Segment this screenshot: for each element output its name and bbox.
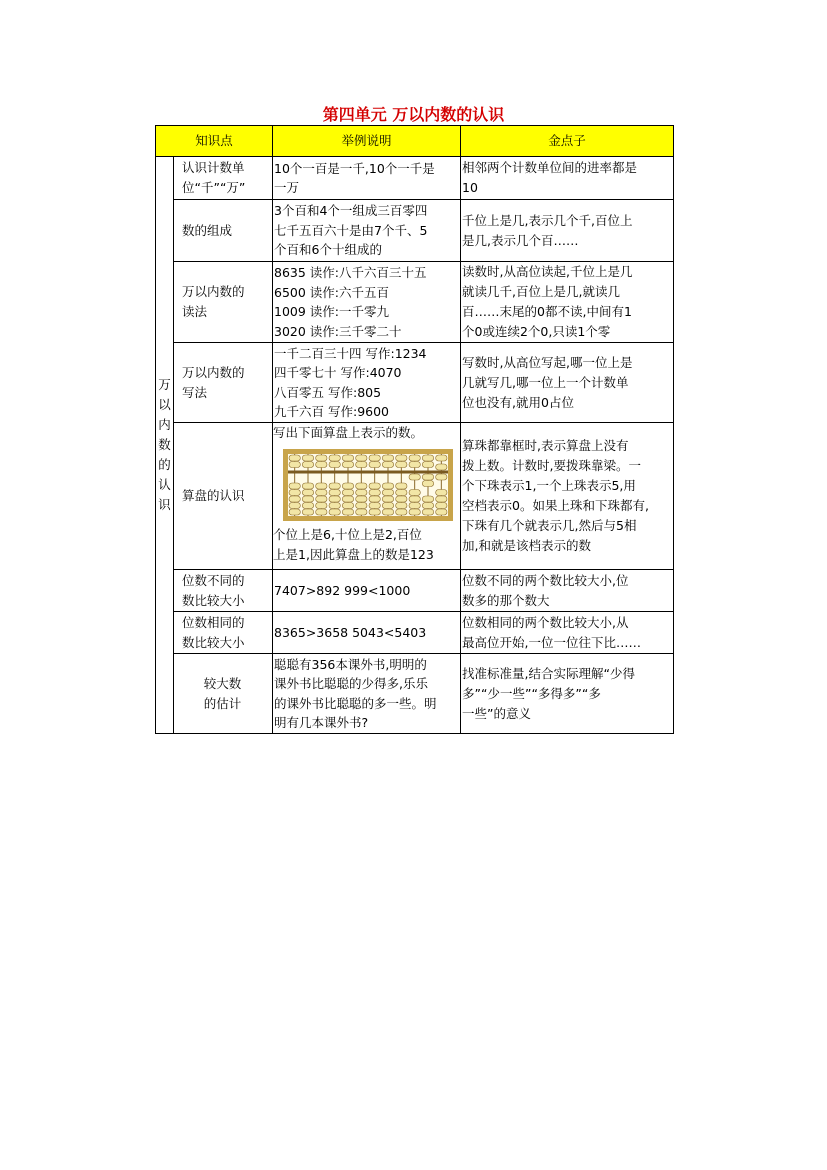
kp-line: 较大数 (203, 675, 242, 691)
abacus-bead (382, 509, 393, 515)
abacus-bead (396, 483, 407, 489)
abacus-bead (422, 503, 433, 509)
example-line: 聪聪有356本课外书,明明的 (274, 656, 427, 672)
abacus-bead (342, 490, 353, 496)
section-char: 内 (158, 417, 171, 432)
example-cell (273, 654, 461, 734)
abacus-bead (289, 503, 300, 509)
example-line: 九千六百 写作:9600 (274, 404, 390, 419)
section-char: 的 (158, 457, 171, 472)
kp-line: 的估计 (203, 695, 242, 711)
tip-line: 百……末尾的0都不读,中间有1 (462, 304, 632, 319)
table-row (156, 157, 674, 200)
abacus-bead (396, 496, 407, 502)
abacus-bead (289, 490, 300, 496)
abacus-bead (422, 509, 433, 515)
example-line: 八百零五 写作:805 (274, 384, 382, 400)
abacus-beam (288, 471, 448, 474)
example-line: 1009 读作:一千零九 (274, 304, 390, 319)
abacus-bead (382, 462, 393, 468)
section-char: 识 (158, 497, 171, 512)
tip-line: 下珠有几个就表示几,然后与5相 (462, 518, 637, 533)
example-line: 一千二百三十四 写作:1234 (274, 345, 427, 361)
abacus-bead (342, 503, 353, 509)
table-row (156, 612, 674, 654)
tip-line: 多”“少一些”“多得多”“多 (462, 685, 601, 701)
kp-line: 算盘的认识 (182, 488, 245, 503)
abacus-bead (369, 490, 380, 496)
tip-cell (461, 200, 674, 262)
page-title: 第四单元 万以内数的认识 (322, 105, 505, 124)
kp-line: 位数相同的 (182, 614, 245, 630)
abacus-image (283, 449, 453, 521)
abacus-bead (409, 455, 420, 461)
example-line: 个百和6个十组成的 (274, 242, 382, 258)
tip-line: 位数不同的两个数比较大小,位 (462, 572, 629, 588)
example-cell (273, 262, 461, 343)
tip-line: 空档表示0。如果上珠和下珠都有, (462, 498, 649, 513)
example-line: 3020 读作:三千零二十 (274, 323, 402, 339)
abacus-bead (436, 496, 447, 502)
abacus-bead (342, 455, 353, 461)
section-label (156, 157, 174, 734)
section-char: 以 (158, 397, 171, 412)
abacus-bead (316, 483, 327, 489)
kp-line: 数比较大小 (182, 592, 245, 608)
abacus-bead (316, 455, 327, 461)
abacus-bead (436, 464, 447, 470)
kp-line: 读法 (182, 304, 208, 319)
header-row (156, 126, 674, 157)
abacus-bead (396, 462, 407, 468)
abacus-bead (409, 474, 420, 480)
knowledge-point (174, 423, 273, 570)
abacus-bead (316, 503, 327, 509)
abacus-bead (302, 483, 313, 489)
abacus-bead (382, 455, 393, 461)
abacus-bead (396, 490, 407, 496)
abacus-bead (382, 503, 393, 509)
tip-line: 就读几千,百位上是几,就读几 (462, 284, 620, 299)
abacus-bead (409, 503, 420, 509)
abacus-bead (436, 490, 447, 496)
abacus-bead (369, 483, 380, 489)
table-row (156, 423, 674, 570)
abacus-bead (302, 503, 313, 509)
example-cell (273, 200, 461, 262)
example-line: 6500 读作:六千五百 (274, 284, 390, 300)
tip-line: 写数时,从高位写起,哪一位上是 (462, 354, 633, 370)
tip-line: 位数相同的两个数比较大小,从 (462, 614, 629, 630)
abacus-bead (396, 455, 407, 461)
example-line: 七千五百六十是由7个千、5 (274, 222, 428, 238)
abacus-bead (329, 483, 340, 489)
example-line: 上是1,因此算盘上的数是123 (273, 547, 434, 562)
tip-line: 找准标准量,结合实际理解“少得 (462, 665, 635, 681)
abacus-bead (369, 503, 380, 509)
example-line: 四千零七十 写作:4070 (274, 365, 402, 380)
knowledge-point (174, 262, 273, 343)
example-line: 10个一百是一千,10个一千是 (274, 160, 435, 176)
abacus-bead (422, 455, 433, 461)
abacus-bead (329, 462, 340, 468)
abacus-bead (329, 509, 340, 515)
example-line: 8365>3658 5043<5403 (274, 624, 427, 640)
abacus-bead (342, 496, 353, 502)
abacus-bead (289, 496, 300, 502)
knowledge-point (174, 570, 273, 612)
abacus-bead (316, 496, 327, 502)
tip-cell (461, 423, 674, 570)
abacus-bead (369, 496, 380, 502)
tip-cell (461, 343, 674, 423)
knowledge-point (174, 612, 273, 654)
kp-line: 认识计数单 (182, 160, 245, 175)
tip-cell (461, 570, 674, 612)
abacus-bead (302, 496, 313, 502)
abacus-bead (342, 483, 353, 489)
example-cell (273, 343, 461, 423)
tip-cell (461, 612, 674, 654)
tip-line: 算珠都靠框时,表示算盘上没有 (462, 438, 629, 453)
tip-line: 10 (462, 180, 478, 195)
example-line: 一万 (274, 180, 300, 195)
abacus-bead (382, 483, 393, 489)
abacus-bead (409, 490, 420, 496)
tip-line: 是几,表示几个百…… (462, 232, 579, 248)
abacus-bead (329, 503, 340, 509)
section-char: 万 (158, 377, 171, 392)
abacus-bead (316, 490, 327, 496)
knowledge-point (174, 343, 273, 423)
example-line: 明有几本课外书? (274, 715, 369, 730)
table-row (156, 343, 674, 423)
kp-line: 万以内数的 (182, 284, 245, 299)
tip-cell (461, 157, 674, 200)
knowledge-table (155, 125, 674, 734)
section-char: 数 (158, 437, 171, 452)
abacus-bead (436, 503, 447, 509)
tip-line: 个下珠表示1,一个上珠表示5,用 (462, 478, 636, 493)
abacus-bead (329, 490, 340, 496)
abacus-bead (422, 496, 433, 502)
tip-cell (461, 654, 674, 734)
abacus-bead (356, 483, 367, 489)
abacus-bead (369, 462, 380, 468)
abacus-bead (369, 509, 380, 515)
abacus-bead (289, 462, 300, 468)
abacus-bead (356, 455, 367, 461)
section-char: 认 (158, 477, 171, 492)
tip-line: 读数时,从高位读起,千位上是几 (462, 264, 633, 279)
example-cell (273, 423, 461, 570)
abacus-bead (302, 455, 313, 461)
knowledge-point (174, 200, 273, 262)
abacus-bead (302, 509, 313, 515)
abacus-bead (342, 509, 353, 515)
abacus-bead (316, 462, 327, 468)
header-tips: 金点子 (461, 126, 674, 157)
tip-line: 位也没有,就用0占位 (462, 394, 574, 410)
kp-line: 万以内数的 (182, 364, 245, 380)
tip-line: 个0或连续2个0,只读1个零 (462, 324, 611, 339)
tip-line: 千位上是几,表示几个千,百位上 (462, 212, 633, 228)
abacus-bead (409, 462, 420, 468)
tip-line: 数多的那个数大 (462, 592, 550, 608)
kp-line: 写法 (182, 384, 208, 400)
tip-line: 最高位开始,一位一位往下比…… (462, 634, 641, 650)
abacus-bead (382, 490, 393, 496)
knowledge-point (174, 654, 273, 734)
table-row (156, 200, 674, 262)
kp-line: 数比较大小 (182, 634, 245, 650)
abacus-bead (396, 503, 407, 509)
tip-line: 拨上数。计数时,要拨珠靠梁。一 (462, 458, 641, 473)
example-cell (273, 612, 461, 654)
table-row (156, 570, 674, 612)
abacus-bead (436, 455, 447, 461)
abacus-bead (422, 474, 433, 480)
abacus-bead (356, 462, 367, 468)
abacus-bead (436, 509, 447, 515)
abacus-bead (329, 496, 340, 502)
example-line: 8635 读作:八千六百三十五 (274, 265, 427, 280)
abacus-bead (302, 462, 313, 468)
example-line: 写出下面算盘上表示的数。 (273, 425, 424, 440)
kp-line: 位“千”“万” (182, 180, 246, 195)
example-cell (273, 570, 461, 612)
tip-line: 一些”的意义 (462, 705, 531, 721)
tip-cell (461, 262, 674, 343)
table-row (156, 262, 674, 343)
abacus-bead (289, 483, 300, 489)
abacus-bead (356, 490, 367, 496)
abacus-bead (396, 509, 407, 515)
example-line: 课外书比聪聪的少得多,乐乐 (274, 676, 428, 691)
abacus-bead (422, 462, 433, 468)
abacus-bead (356, 509, 367, 515)
abacus-bead (302, 490, 313, 496)
header-knowledge: 知识点 (156, 126, 273, 157)
abacus-bead (409, 496, 420, 502)
abacus-bead (369, 455, 380, 461)
example-line: 7407>892 999<1000 (274, 582, 411, 598)
header-example: 举例说明 (273, 126, 461, 157)
tip-line: 几就写几,哪一位上一个计数单 (462, 374, 629, 390)
tip-line: 相邻两个计数单位间的进率都是 (462, 160, 638, 175)
abacus-bead (316, 509, 327, 515)
table-row (156, 654, 674, 734)
example-line: 个位上是6,十位上是2,百位 (273, 527, 422, 542)
knowledge-point (174, 157, 273, 200)
abacus-bead (436, 474, 447, 480)
abacus-bead (289, 455, 300, 461)
example-line: 的课外书比聪聪的多一些。明 (274, 695, 437, 711)
example-line: 3个百和4个一组成三百零四 (274, 203, 428, 219)
abacus-bead (356, 496, 367, 502)
example-cell (273, 157, 461, 200)
abacus-bead (342, 462, 353, 468)
abacus-bead (422, 481, 433, 487)
abacus-bead (356, 503, 367, 509)
kp-line: 位数不同的 (182, 572, 245, 588)
abacus-bead (329, 455, 340, 461)
kp-line: 数的组成 (182, 222, 233, 238)
tip-line: 加,和就是该档表示的数 (462, 538, 591, 553)
abacus-bead (409, 509, 420, 515)
abacus-bead (289, 509, 300, 515)
abacus-bead (382, 496, 393, 502)
